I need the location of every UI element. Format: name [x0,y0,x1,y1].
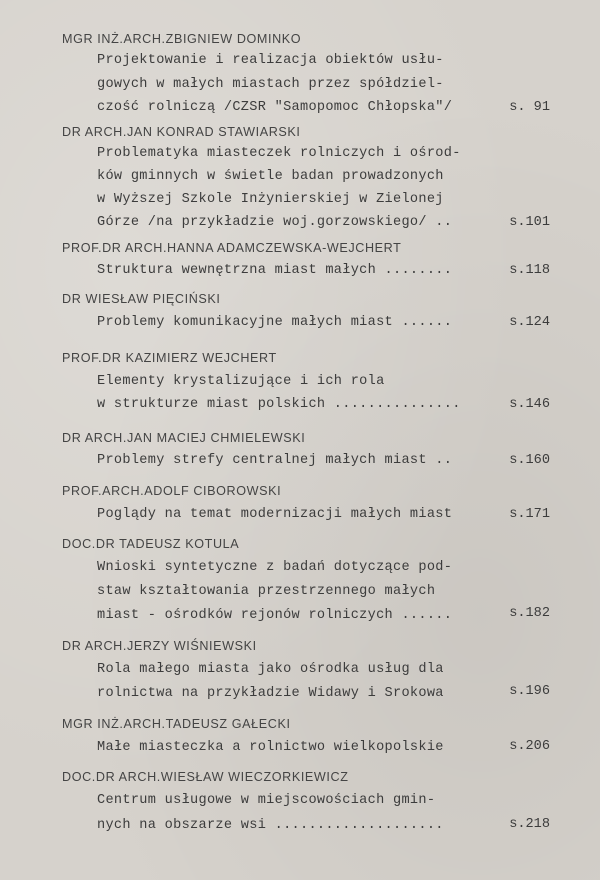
entry-author: DR ARCH.JERZY WIŚNIEWSKI [62,639,257,653]
entry-author: DOC.DR ARCH.WIESŁAW WIECZORKIEWICZ [62,770,349,784]
entry-title-line: w Wyższej Szkole Inżynierskiej w Zielonej [97,192,444,207]
entry-page-number: s.146 [509,397,550,412]
entry-title-line: Problematyka miasteczek rolniczych i ośrod- [97,146,461,161]
entry-title-line: Problemy komunikacyjne małych miast ...... [97,315,453,330]
entry-title-line: czość rolniczą /CZSR "Samopomoc Chłopska"/ [97,100,453,115]
entry-page-number: s. 91 [509,100,550,115]
entry-author: DOC.DR TADEUSZ KOTULA [62,537,240,551]
entry-title-line: Małe miasteczka a rolnictwo wielkopolskie [97,740,444,755]
entry-title-line: Centrum usługowe w miejscowościach gmin- [97,793,436,808]
entry-title-line: Górze /na przykładzie woj.gorzowskiego/ .. [97,215,453,230]
entry-page-number: s.101 [509,215,550,230]
entry-title-line: Rola małego miasta jako ośrodka usług dla [97,662,444,677]
entry-page-number: s.160 [509,453,550,468]
entry-page-number: s.171 [509,507,550,522]
entry-title-line: w strukturze miast polskich ............... [97,397,461,412]
entry-page-number: s.118 [509,263,550,278]
entry-author: PROF.DR KAZIMIERZ WEJCHERT [62,351,277,365]
entry-title-line: miast - ośrodków rejonów rolniczych ...... [97,608,453,623]
entry-page-number: s.218 [509,817,550,832]
entry-title-line: Poglądy na temat modernizacji małych miast [97,507,453,522]
entry-page-number: s.196 [509,684,550,699]
entry-title-line: staw kształtowania przestrzennego małych [97,584,436,599]
entry-author: PROF.DR ARCH.HANNA ADAMCZEWSKA-WEJCHERT [62,241,402,255]
entry-title-line: Elementy krystalizujące i ich rola [97,374,385,389]
entry-title-line: ków gminnych w świetle badan prowadzonych [97,169,444,184]
entry-title-line: gowych w małych miastach przez spółdziel- [97,77,444,92]
entry-author: MGR INŻ.ARCH.TADEUSZ GAŁECKI [62,717,291,731]
entry-title-line: Wnioski syntetyczne z badań dotyczące pod- [97,560,453,575]
entry-author: DR WIESŁAW PIĘCIŃSKI [62,292,221,306]
entry-page-number: s.124 [509,315,550,330]
entry-author: PROF.ARCH.ADOLF CIBOROWSKI [62,484,282,498]
entry-title-line: nych na obszarze wsi .................... [97,818,444,833]
entry-page-number: s.206 [509,739,550,754]
entry-author: DR ARCH.JAN KONRAD STAWIARSKI [62,125,301,139]
entry-title-line: Projektowanie i realizacja obiektów usłu- [97,53,444,68]
entry-title-line: Problemy strefy centralnej małych miast .. [97,453,453,468]
entry-page-number: s.182 [509,606,550,621]
entry-author: MGR INŻ.ARCH.ZBIGNIEW DOMINKO [62,32,302,46]
entry-title-line: Struktura wewnętrzna miast małych ........ [97,263,453,278]
entry-title-line: rolnictwa na przykładzie Widawy i Srokowa [97,686,444,701]
entry-author: DR ARCH.JAN MACIEJ CHMIELEWSKI [62,431,306,445]
